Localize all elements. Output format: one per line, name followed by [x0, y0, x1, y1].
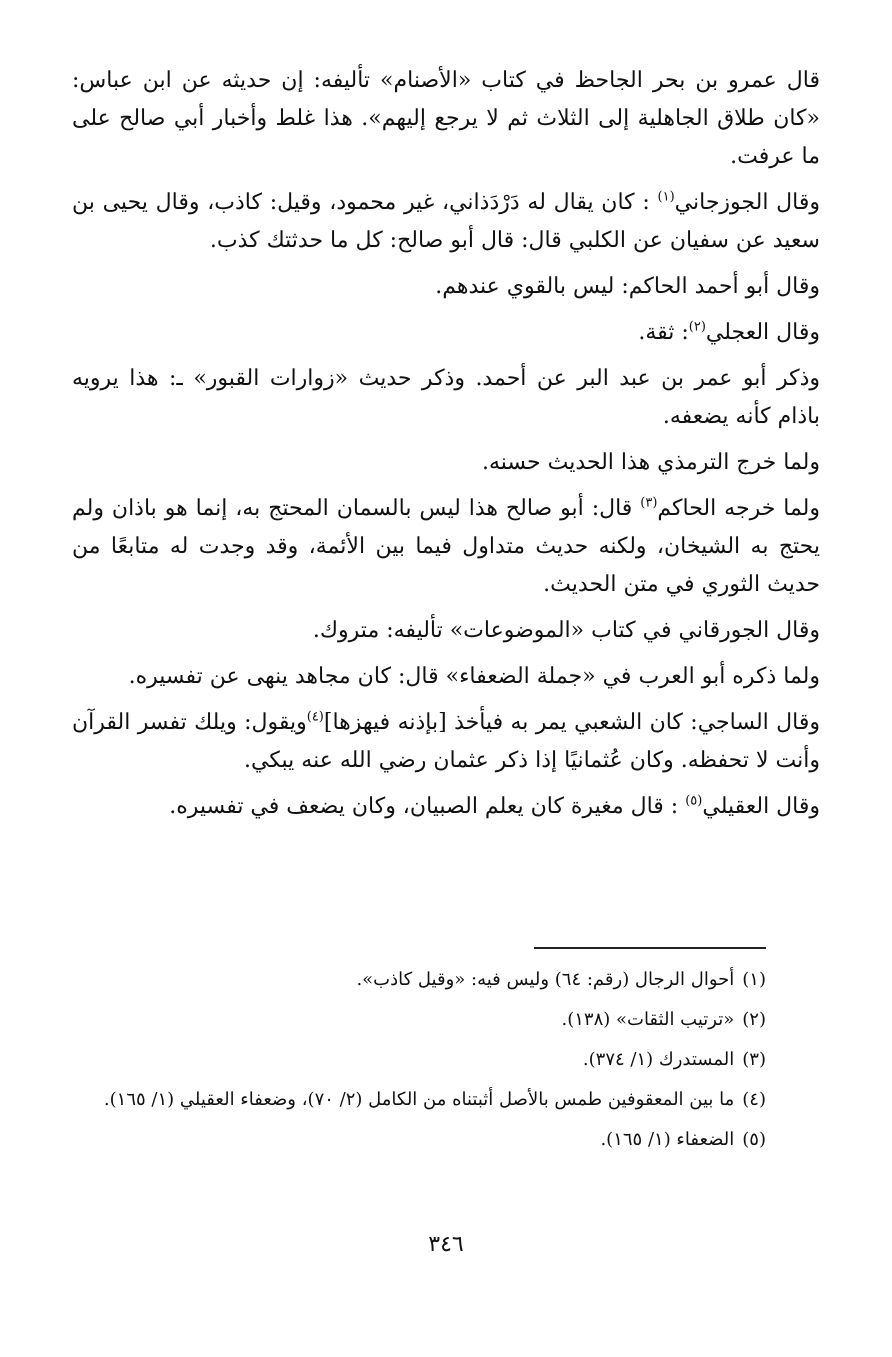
paragraph-uqayli: وقال العقيلي$^{(٥)}$ : قال مغيرة كان يعلم الصبيان، وكان يضعف في تفسيره. — [169, 793, 820, 819]
footnote-text: «ترتيب الثقات» (١٣٨). — [561, 1009, 735, 1030]
footnote-number: (١) — [742, 969, 766, 990]
footnote-divider — [534, 947, 766, 949]
footnote-ref-5: (٥) — [685, 793, 703, 809]
footnote-number: (٢) — [742, 1009, 766, 1030]
footnotes — [72, 962, 766, 1162]
footnote-3 — [72, 1042, 766, 1082]
footnote-4 — [72, 1082, 766, 1122]
footnote-ref-3: (٣) — [640, 495, 658, 511]
footnote-5 — [72, 1122, 766, 1162]
footnote-number: (٥) — [742, 1129, 766, 1150]
footnote-text: أحوال الرجال (رقم: ٦٤) وليس فيه: «وقيل كاذب». — [356, 969, 735, 990]
footnote-number: (٤) — [742, 1089, 766, 1110]
footnote-ref-1: (١) — [657, 189, 675, 205]
paragraph-jahiz: قال عمرو بن بحر الجاحظ في كتاب «الأصنام» تأليفه: إن حديثه عن ابن عباس: «كان طلاق الجاهلية إلى الثلاث ثم لا يرجع إليهم». هذا غلط وأخبار أبي صالح على ما عرفت. — [72, 68, 820, 169]
footnote-1 — [72, 962, 766, 1002]
footnote-2 — [72, 1002, 766, 1042]
paragraph-abu-al-arab: ولما ذكره أبو العرب في «جملة الضعفاء» قال: كان مجاهد ينهى عن تفسيره. — [128, 664, 820, 689]
paragraph-jawraqani: وقال الجورقاني في كتاب «الموضوعات» تأليفه: متروك. — [312, 618, 820, 643]
footnote-number: (٣) — [742, 1049, 766, 1070]
footnote-ref-4: (٤) — [306, 709, 324, 725]
paragraph-ijli: وقال العجلي$^{(٢)}$: ثقة. — [638, 319, 820, 345]
paragraph-hakim-abu-ahmad: وقال أبو أحمد الحاكم: ليس بالقوي عندهم. — [435, 274, 820, 299]
footnote-text: ما بين المعقوفين طمس بالأصل أثبتناه من الكامل (٢/ ٧٠)، وضعفاء العقيلي (١/ ١٦٥). — [103, 1089, 735, 1110]
paragraph-tirmidhi: ولما خرج الترمذي هذا الحديث حسنه. — [481, 450, 820, 475]
main-text — [72, 62, 820, 834]
paragraph-saji: وقال الساجي: كان الشعبي يمر به فيأخذ [بإذنه فيهزها]$^{(٤)}$ويقول: ويلك تفسر القرآن وأنت لا تحفظه. وكان عُثمانيًا إذا ذكر عثمان رضي الله عنه يبكي. — [72, 709, 820, 773]
footnote-ref-2: (٢) — [688, 319, 706, 335]
paragraph-juzjani: وقال الجوزجاني$^{(١)}$ : كان يقال له دَرْدَذاني، غير محمود، وقيل: كاذب، وقال يحيى بن سعيد عن سفيان عن الكلبي قال: قال أبو صالح: كل ما حدثتك كذب. — [72, 189, 820, 253]
page-number: ٣٤٦ — [428, 1232, 464, 1257]
paragraph-hakim: ولما خرجه الحاكم$^{(٣)}$ قال: أبو صالح هذا ليس بالسمان المحتج به، إنما هو باذان ولم يحتج به الشيخان، ولكنه حديث متداول فيما بين الأئمة، وقد وجدت له متابعًا من حديث الثوري في متن الحديث. — [72, 495, 821, 597]
footnote-text: المستدرك (١/ ٣٧٤). — [582, 1049, 735, 1070]
paragraph-ibn-abd-al-barr: وذكر أبو عمر بن عبد البر عن أحمد. وذكر حديث «زوارات القبور» ـ: هذا يرويه باذام كأنه يضعفه. — [72, 366, 820, 429]
footnote-text: الضعفاء (١/ ١٦٥). — [600, 1129, 735, 1150]
